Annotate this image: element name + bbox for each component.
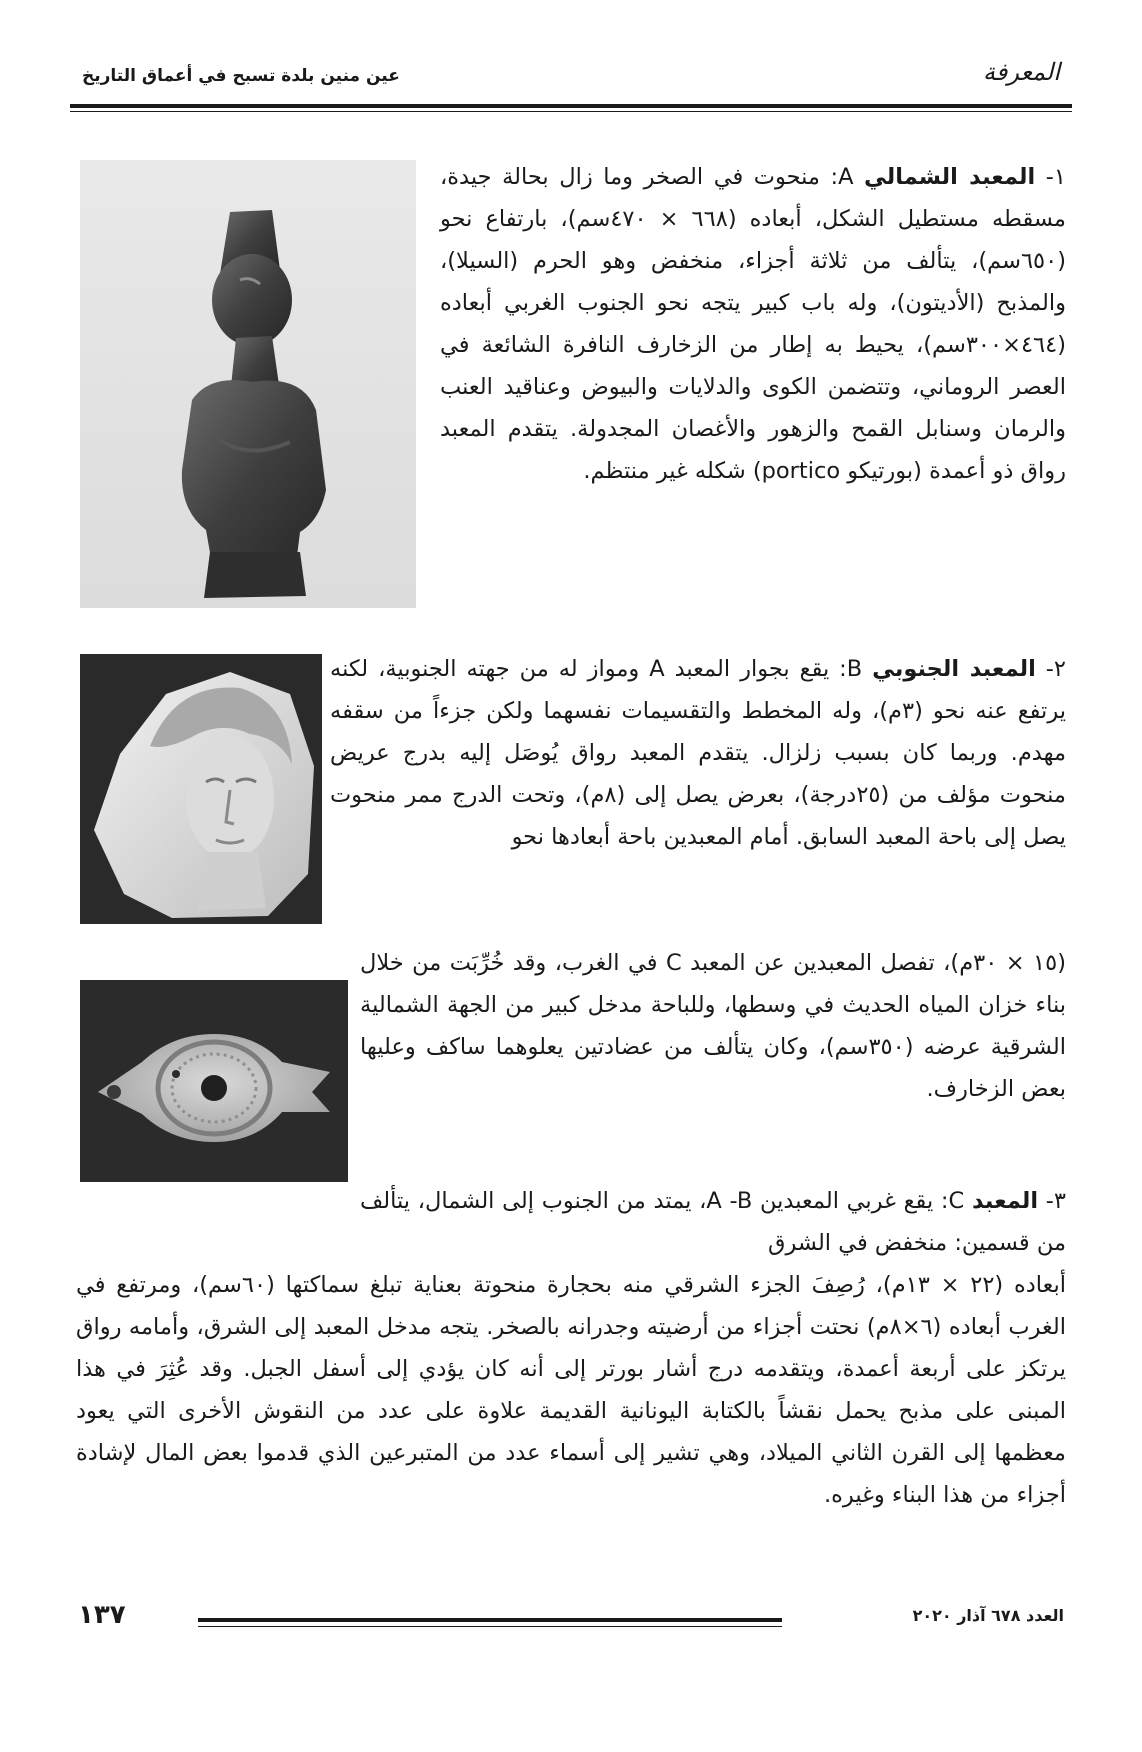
section-temple-c [360, 1180, 1066, 1264]
section-temple-c-continued [76, 1264, 1066, 1516]
page-footer [70, 1600, 1072, 1640]
section-body-continued: أبعاده (٢٢ × ١٣م)، رُصِفَ الجزء الشرقي منه بحجارة منحوتة بعناية تبلغ سماكتها (٦٠سم)، ومرتفع في الغرب أبعاده (٦×٨م) نحتت أجزاء من أرضيته وجدرانه بالصخر. يتجه مدخل المعبد إلى الشرق، وأمامه رواق يرتكز على أربعة أعمدة، ويتقدمه درج أشار بورتر إلى أنه كان يؤدي إلى أسفل الجبل. وقد عُثِرَ في هذا المبنى على مذبح يحمل نقشاً بالكتابة اليونانية القديمة علاوة على عدد من النقوش الأخرى التي يعود معظمها إلى القرن الثاني الميلاد، وهي تشير إلى أسماء عدد من المتبرعين الذي قدموا بعض المال لإشادة أجزاء من هذا البناء وغيره. [76, 1272, 1066, 1508]
statue-illustration [80, 160, 416, 608]
section-number: ٣- [1045, 1188, 1067, 1214]
footer-rule-thin [198, 1626, 782, 1627]
page-header [70, 56, 1072, 108]
head-photo [80, 654, 322, 924]
section-number: ١- [1045, 164, 1066, 190]
section-body: B: يقع بجوار المعبد A ومواز له من جهته الجنوبية، لكنه يرتفع عنه نحو (٣م)، وله المخطط والتقسيمات نفسهما ولكن جزءاً من سقفه مهدم. وربما كان بسبب زلزال. يتقدم المعبد رواق يُوصَل إليه بدرج عريض منحوت مؤلف من (٢٥درجة)، بعرض يصل إلى (٨م)، وتحت الدرج ممر منحوت يصل إلى باحة المعبد السابق. أمام المعبدين باحة أبعادها نحو [330, 656, 1066, 850]
lamp-illustration [80, 980, 348, 1182]
section-heading: المعبد الشمالي [864, 164, 1036, 190]
section-body: A: منحوت في الصخر وما زال بحالة جيدة، مسقطه مستطيل الشكل، أبعاده (٦٦٨ × ٤٧٠سم)، بارتفاع نحو (٦٥٠سم)، يتألف من ثلاثة أجزاء، منخفض وهو الحرم (السيلا)، والمذبح (الأديتون)، وله باب كبير يتجه نحو الجنوب الغربي أبعاده (٤٦٤×٣٠٠سم)، يحيط به إطار من الزخارف النافرة الشائعة في العصر الروماني، وتتضمن الكوى والدلايات والبيوض وعناقيد العنب والرمان وسنابل القمح والزهور والأغصان المجدولة. يتقدم المعبد رواق ذو أعمدة (بورتيكو portico) شكله غير منتظم. [440, 164, 1066, 484]
header-rule-thin [70, 111, 1072, 112]
section-south-temple [330, 648, 1066, 858]
head-illustration [80, 654, 322, 924]
page-number: ١٣٧ [78, 1600, 126, 1630]
issue-label: العدد ٦٧٨ آذار ٢٠٢٠ [912, 1606, 1064, 1625]
header-rule [70, 104, 1072, 108]
statue-photo [80, 160, 416, 608]
section-heading: المعبد الجنوبي [872, 656, 1036, 682]
section-number: ٢- [1045, 656, 1067, 682]
section-body-continued: (١٥ × ٣٠م)، تفصل المعبدين عن المعبد C في الغرب، وقد خُرِّبَت من خلال بناء خزان المياه الحديث في وسطها، وللباحة مدخل كبير من الجهة الشمالية الشرقية عرضه (٣٥٠سم)، وكان يتألف من عضادتين يعلوهما ساكف وعليها بعض الزخارف. [360, 950, 1066, 1102]
lamp-photo [80, 980, 348, 1182]
magazine-logo: المعرفة [982, 58, 1060, 86]
footer-rule [198, 1618, 782, 1622]
section-heading: المعبد [971, 1188, 1039, 1214]
running-title: عين منين بلدة تسبح في أعماق التاريخ [82, 66, 400, 86]
section-body: C: يقع غربي المعبدين A -B، يمتد من الجنوب إلى الشمال، يتألف من قسمين: منخفض في الشرق [360, 1188, 1066, 1256]
section-north-temple [440, 156, 1066, 492]
section-south-temple-continued [360, 942, 1066, 1110]
